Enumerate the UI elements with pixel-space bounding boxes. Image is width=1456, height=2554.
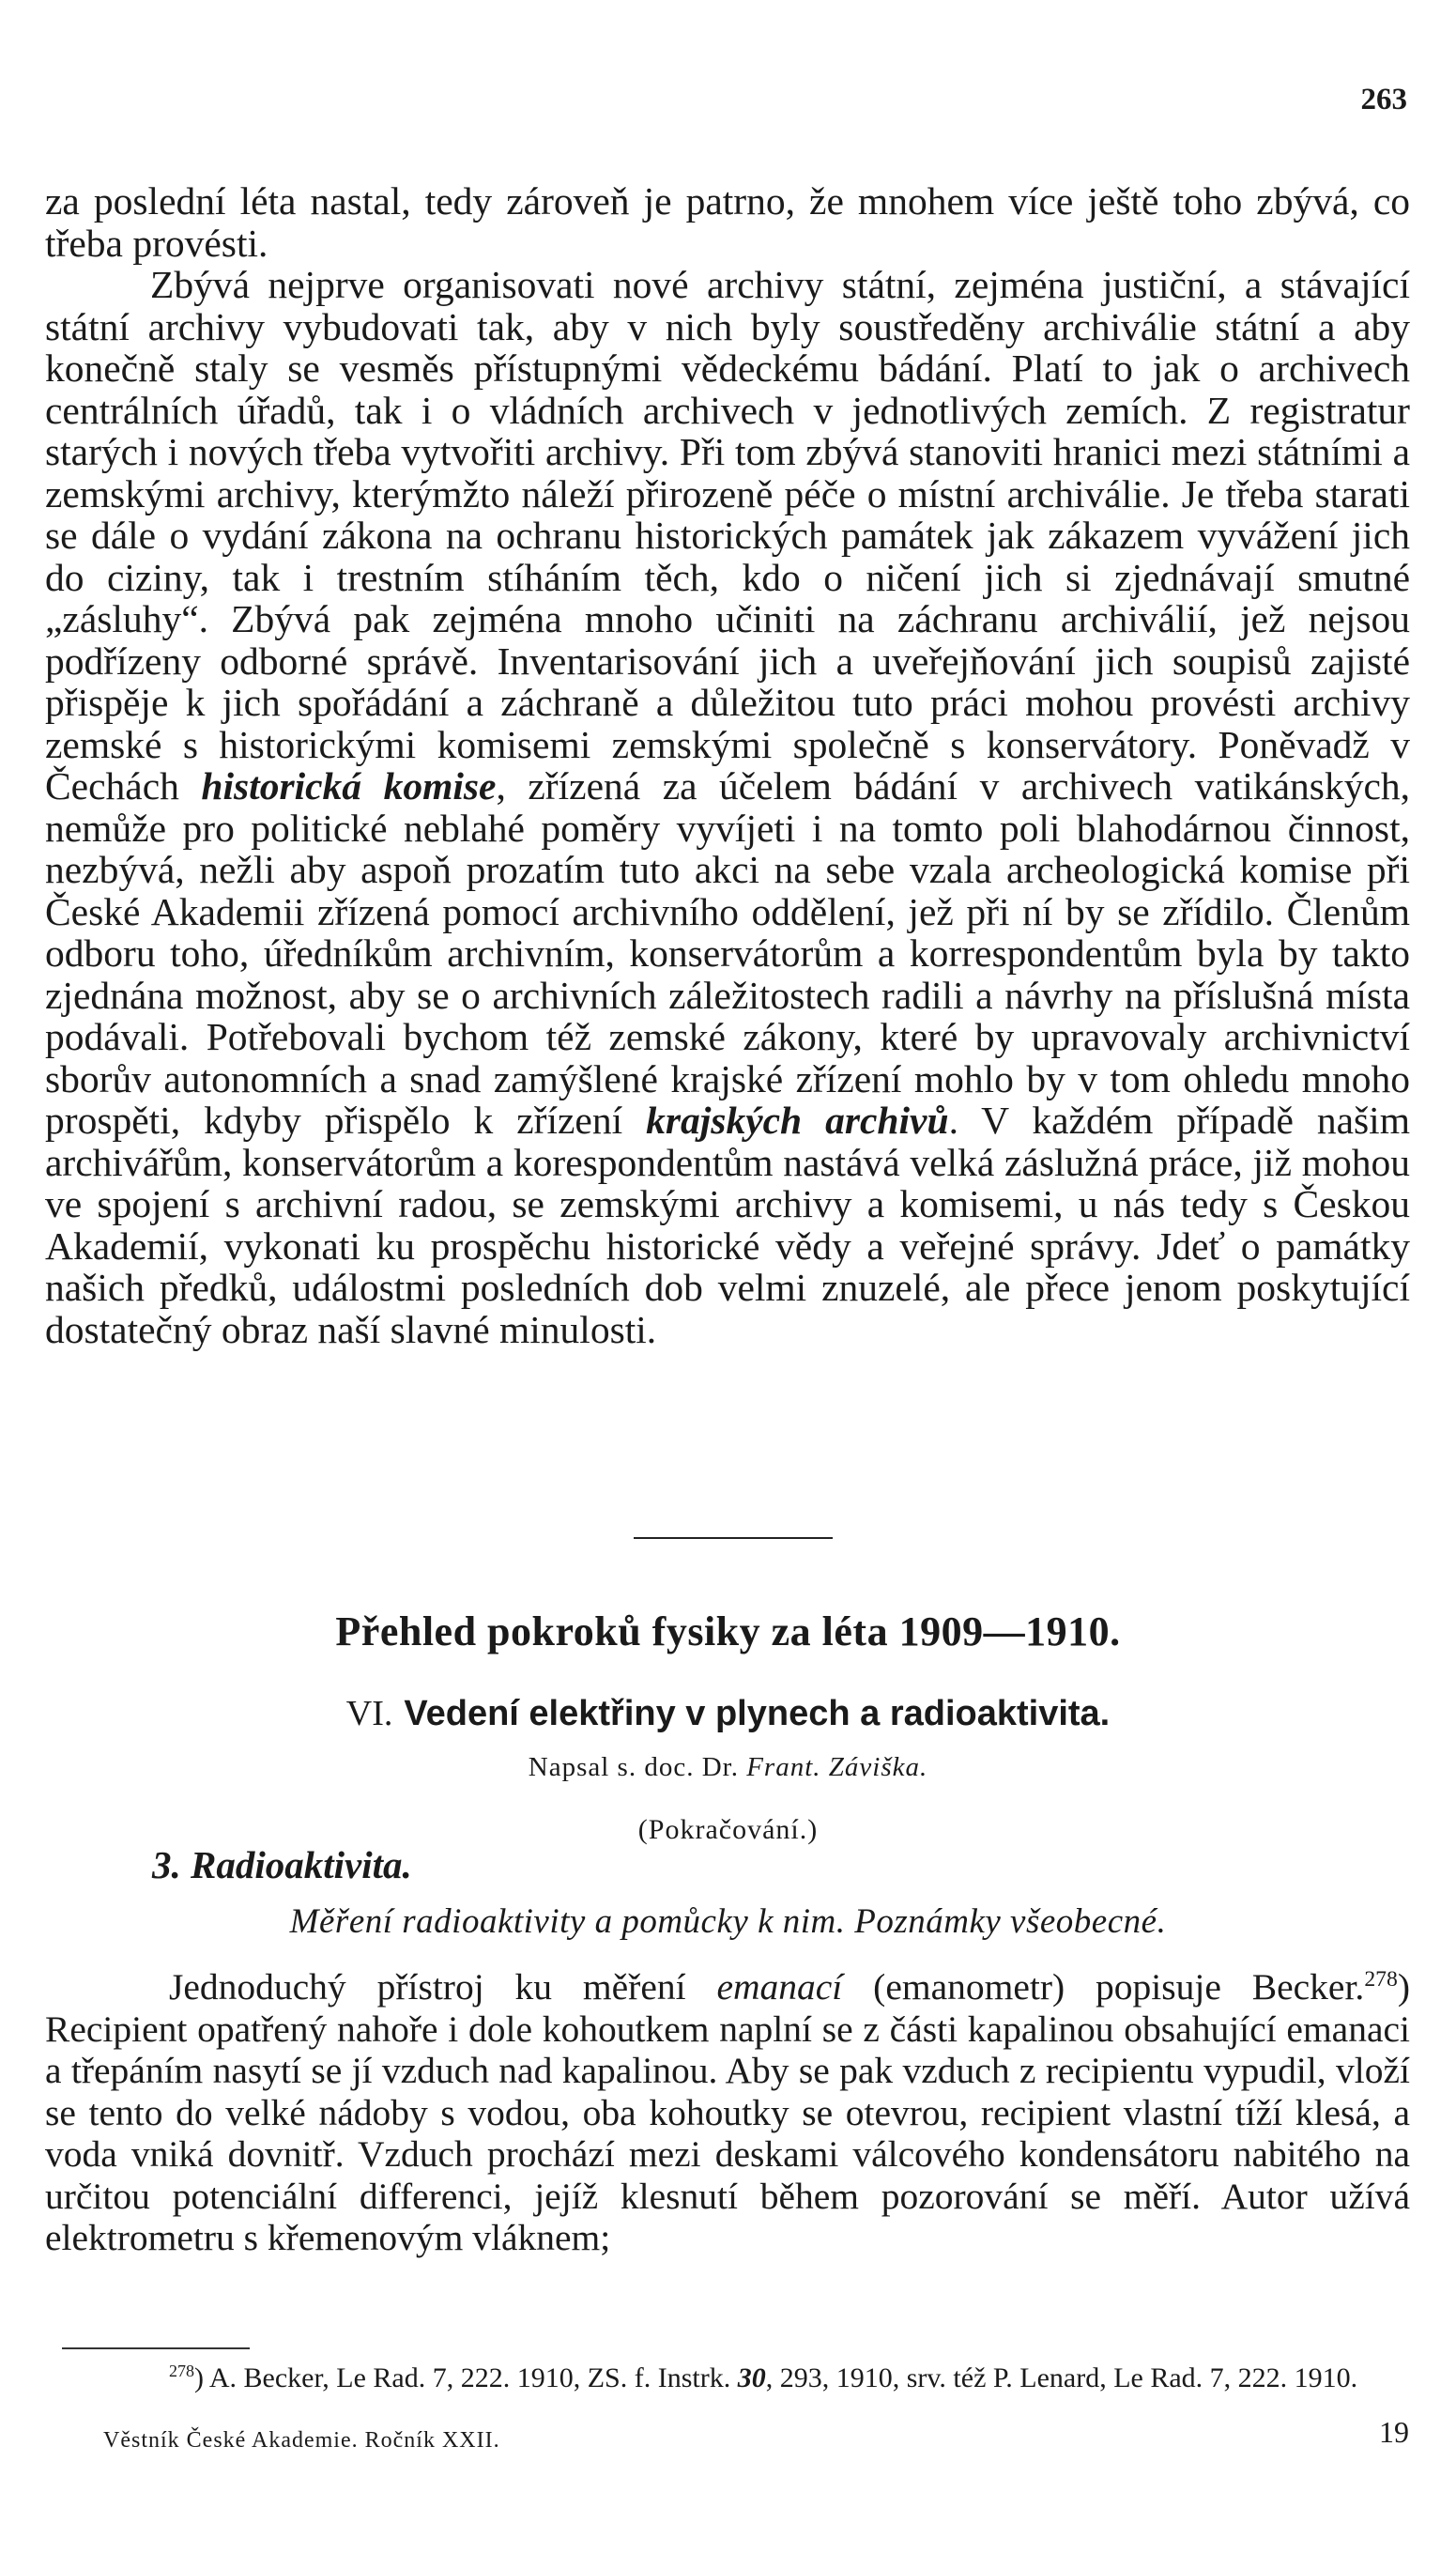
paragraph-2-part-2: , zřízená za účelem bádání v archivech vatikánských, nemůže pro politické neblahé poměry vyvíjeti i na tomto poli blahodárnou činnost, nezbývá, nežli aby aspoň prozatím tuto akci na sebe vzala archeologická komise při České Akademii zřízená pomocí archivního oddělení, jež při ní by se zřídilo. Členům odboru toho, úředníkům archivním, konservátorům a korrespondentům byla by takto zjednána možnost, aby se o archivních záležitostech radili a návrhy na příslušná místa podávali. Potřebovali bychom též zemské zákony, které by upravovaly archivnictví sborův autonomních a snad zamýšlené krajské zřízení mohlo by v tom ohledu mnoho prospěti, kdyby přispělo k zřízení (45, 764, 1411, 1142)
topic-title: Měření radioaktivity a pomůcky k nim. Poznámky všeobecné. (289, 1902, 1167, 1941)
author-name: Frant. Záviška. (746, 1752, 928, 1782)
author-prefix: Napsal s. doc. Dr. (528, 1752, 747, 1782)
journal-footer: Věstník České Akademie. Ročník XXII. (103, 2428, 500, 2453)
author-line (0, 1752, 1456, 1783)
footnote (53, 2361, 1410, 2396)
continued-note: (Pokračování.) (637, 1814, 819, 1845)
body2-part-2: (emanometr) popisuje Becker. (842, 1966, 1365, 2008)
historical-commission-term: historická komise (201, 764, 497, 808)
footnote-part-2: , 293, 1910, srv. též P. Lenard, Le Rad. 7, 222. 1910. (765, 2362, 1358, 2393)
regional-archives-term: krajských archivů (646, 1099, 949, 1142)
footnote-reference: 278 (1364, 1966, 1398, 1992)
paragraph-2 (45, 264, 1410, 1350)
chapter-title: 3. Radioaktivita. (152, 1843, 412, 1886)
body2-part-3: ) Recipient opatřený nahoře i dole kohoutkem naplní se z části kapalinou obsahující emanaci a třepáním nasytí se jí vzduch nad kapalinou. Aby se pak vzduch z recipientu vypudil, vloží se tento do velké nádoby s vodou, oba kohoutky se otevrou, recipient vlastní tíží klesá, a voda vniká dovnitř. Vzduch prochází mezi deskami válcového kondensátoru nabitého na určitou potenciální differenci, jejíž klesnutí během pozorování se měří. Autor užívá elektrometru s křemenovým vláknem; (45, 1966, 1410, 2258)
body2-part-1: Jednoduchý přístroj ku měření (169, 1966, 717, 2008)
subsection-title-text: Vedení elektřiny v plynech a radioaktivita. (404, 1694, 1111, 1733)
radioactivity-text (45, 1966, 1410, 2259)
footnote-text (53, 2361, 1410, 2396)
paragraph-1: za poslední léta nastal, tedy zároveň je patrno, že mnohem více ještě toho zbývá, co třeba provésti. (45, 179, 1410, 265)
subsection-title (0, 1693, 1456, 1734)
paragraph-2-part-1: Zbývá nejprve organisovati nové archivy státní, zejména justiční, a stávající státní archivy vybudovati tak, aby v nich byly soustředěny archiválie státní a aby konečně staly se vesměs přístupnými vědeckému bádání. Platí to jak o archivech centrálních úřadů, tak i o vládních archivech v jednotlivých zemích. Z registratur starých i nových třeba vytvořiti archivy. Při tom zbývá stanoviti hranici mezi státními a zemskými archivy, kterýmžto náleží přirozeně péče o místní archiválie. Je třeba starati se dále o vydání zákona na ochranu historických památek jak zákazem vyvážení jich do ciziny, tak i trestním stíháním těch, kdo o ničení jich si zjednávají smutné „zásluhy“. Zbývá pak zejména mnoho učiniti na záchranu archiválií, jež nejsou podřízeny odborné správě. Inventarisování jich a uveřejňování jich soupisů zajisté přispěje k jich spořádání a záchraně a důležitou tuto práci mohou provésti archivy zemské s historickými komisemi zemskými společně s konservátory. Poněvadž v Čechách (45, 263, 1410, 808)
emanation-term: emanací (716, 1966, 843, 2008)
subsection-number: VI. (345, 1694, 393, 1733)
footnote-number: 278 (169, 2362, 194, 2380)
paragraph-2-part-3: . V každém případě našim archivářům, konservátorům a korespondentům nastává velká záslužná práce, již mohou ve spojení s archivní radou, se zemskými archivy a komisemi, u nás tedy s Českou Akademií, vykonati ku prospěchu historické vědy a veřejné správy. Jdeť o památky našich předků, událostmi posledních dob velmi znuzelé, ale přece jenom poskytující dostatečný obraz naší slavné minulosti. (45, 1099, 1410, 1351)
signature-number: 19 (1379, 2415, 1409, 2449)
footnote-volume: 30 (737, 2362, 766, 2393)
page-number: 263 (1360, 83, 1407, 116)
footnote-part-1: ) A. Becker, Le Rad. 7, 222. 1910, ZS. f. Instrk. (194, 2362, 738, 2393)
archive-section-text (45, 180, 1410, 1350)
section-title: Přehled pokroků fysiky za léta 1909—1910. (335, 1608, 1121, 1654)
footnote-rule (62, 2347, 250, 2349)
section-divider (634, 1537, 833, 1539)
paragraph-3 (45, 1966, 1410, 2259)
